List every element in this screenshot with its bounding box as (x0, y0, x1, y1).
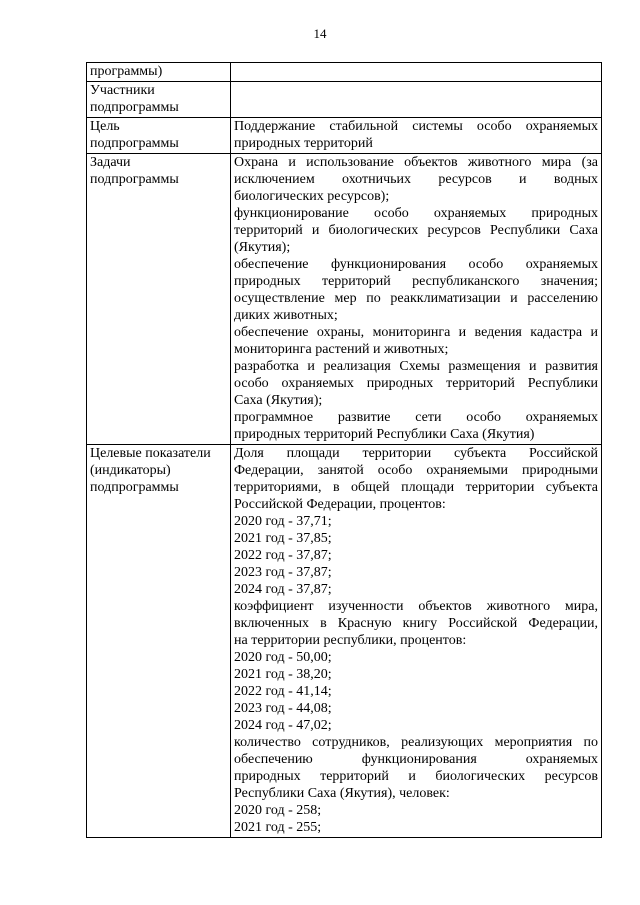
value-line: Поддержание стабильной системы особо охраняемых (234, 119, 598, 134)
label-line: (индикаторы) (90, 463, 171, 478)
value-line: 2022 год - 41,14; (234, 684, 332, 699)
label-line: программы) (90, 64, 163, 79)
value-line: Доля площади территории субъекта Российской (234, 446, 598, 461)
label-line: подпрограммы (90, 100, 179, 115)
value-line: территорий и биологических ресурсов Республики Саха (234, 223, 598, 238)
label-line: подпрограммы (90, 172, 179, 187)
value-line: исключением охотничьих ресурсов и водных (234, 172, 598, 187)
label-line: подпрограммы (90, 136, 179, 151)
row-label-cell (87, 63, 231, 82)
value-line: обеспечение функционирования особо охраняемых (234, 257, 598, 272)
value-line: обеспечение охраны, мониторинга и ведения кадастра и (234, 325, 598, 340)
value-line: 2021 год - 255; (234, 820, 322, 835)
row-value-cell (231, 63, 602, 82)
value-line: Российской Федерации, процентов: (234, 497, 446, 512)
value-line: 2024 год - 47,02; (234, 718, 332, 733)
value-line: 2023 год - 44,08; (234, 701, 332, 716)
label-line: подпрограммы (90, 480, 179, 495)
row-label-cell (87, 118, 231, 154)
table-row (87, 82, 602, 118)
value-line: (Якутия); (234, 240, 291, 255)
label-line: Целевые показатели (90, 446, 211, 461)
value-line: Охрана и использование объектов животного мира (за (234, 155, 598, 170)
value-line: 2021 год - 38,20; (234, 667, 332, 682)
row-label-cell (87, 154, 231, 445)
value-line: 2022 год - 37,87; (234, 548, 332, 563)
value-line: на территории республики, процентов: (234, 633, 467, 648)
value-line: обеспечению функционирования охраняемых (234, 752, 598, 767)
value-line: Федерации, занятой особо охраняемыми природными (234, 463, 598, 478)
table-body (87, 63, 602, 838)
subprogram-passport-table (86, 62, 602, 838)
value-line: диких животных; (234, 308, 338, 323)
value-line: функционирование особо охраняемых природных (234, 206, 598, 221)
table-row (87, 154, 602, 445)
row-value-cell (231, 445, 602, 838)
table-row (87, 445, 602, 838)
label-line: Участники (90, 83, 155, 98)
value-line: природных территорий (234, 136, 373, 151)
page-number: 14 (313, 26, 327, 41)
value-line: Республики Саха (Якутия), человек: (234, 786, 450, 801)
value-line: природных территорий и биологических ресурсов (234, 769, 598, 784)
value-line: Саха (Якутия); (234, 393, 323, 408)
table-row (87, 118, 602, 154)
table-row (87, 63, 602, 82)
value-line: 2023 год - 37,87; (234, 565, 332, 580)
value-line: природных территорий Республики Саха (Якутия) (234, 427, 535, 442)
value-line: 2020 год - 258; (234, 803, 322, 818)
row-label-cell (87, 82, 231, 118)
value-line: особо охраняемых природных территорий Республики (234, 376, 598, 391)
value-line: включенных в Красную книгу Российской Федерации, (234, 616, 598, 631)
value-line: 2021 год - 37,85; (234, 531, 332, 546)
value-line: 2020 год - 37,71; (234, 514, 332, 529)
label-line: Цель (90, 119, 120, 134)
value-line: разработка и реализация Схемы размещения и развития (234, 359, 598, 374)
row-label-cell (87, 445, 231, 838)
value-line: мониторинга растений и животных; (234, 342, 449, 357)
row-value-cell (231, 154, 602, 445)
label-line: Задачи (90, 155, 131, 170)
value-line: 2020 год - 50,00; (234, 650, 332, 665)
row-value-cell (231, 82, 602, 118)
value-line: коэффициент изученности объектов животного мира, (234, 599, 598, 614)
value-line: количество сотрудников, реализующих мероприятия по (234, 735, 598, 750)
value-line: территориями, в общей площади территории субъекта (234, 480, 598, 495)
row-value-cell (231, 118, 602, 154)
value-line: природных территорий республиканского значения; (234, 274, 598, 289)
value-line: программное развитие сети особо охраняемых (234, 410, 598, 425)
value-line: осуществление мер по реакклиматизации и расселению (234, 291, 598, 306)
value-line: 2024 год - 37,87; (234, 582, 332, 597)
value-line: биологических ресурсов); (234, 189, 390, 204)
